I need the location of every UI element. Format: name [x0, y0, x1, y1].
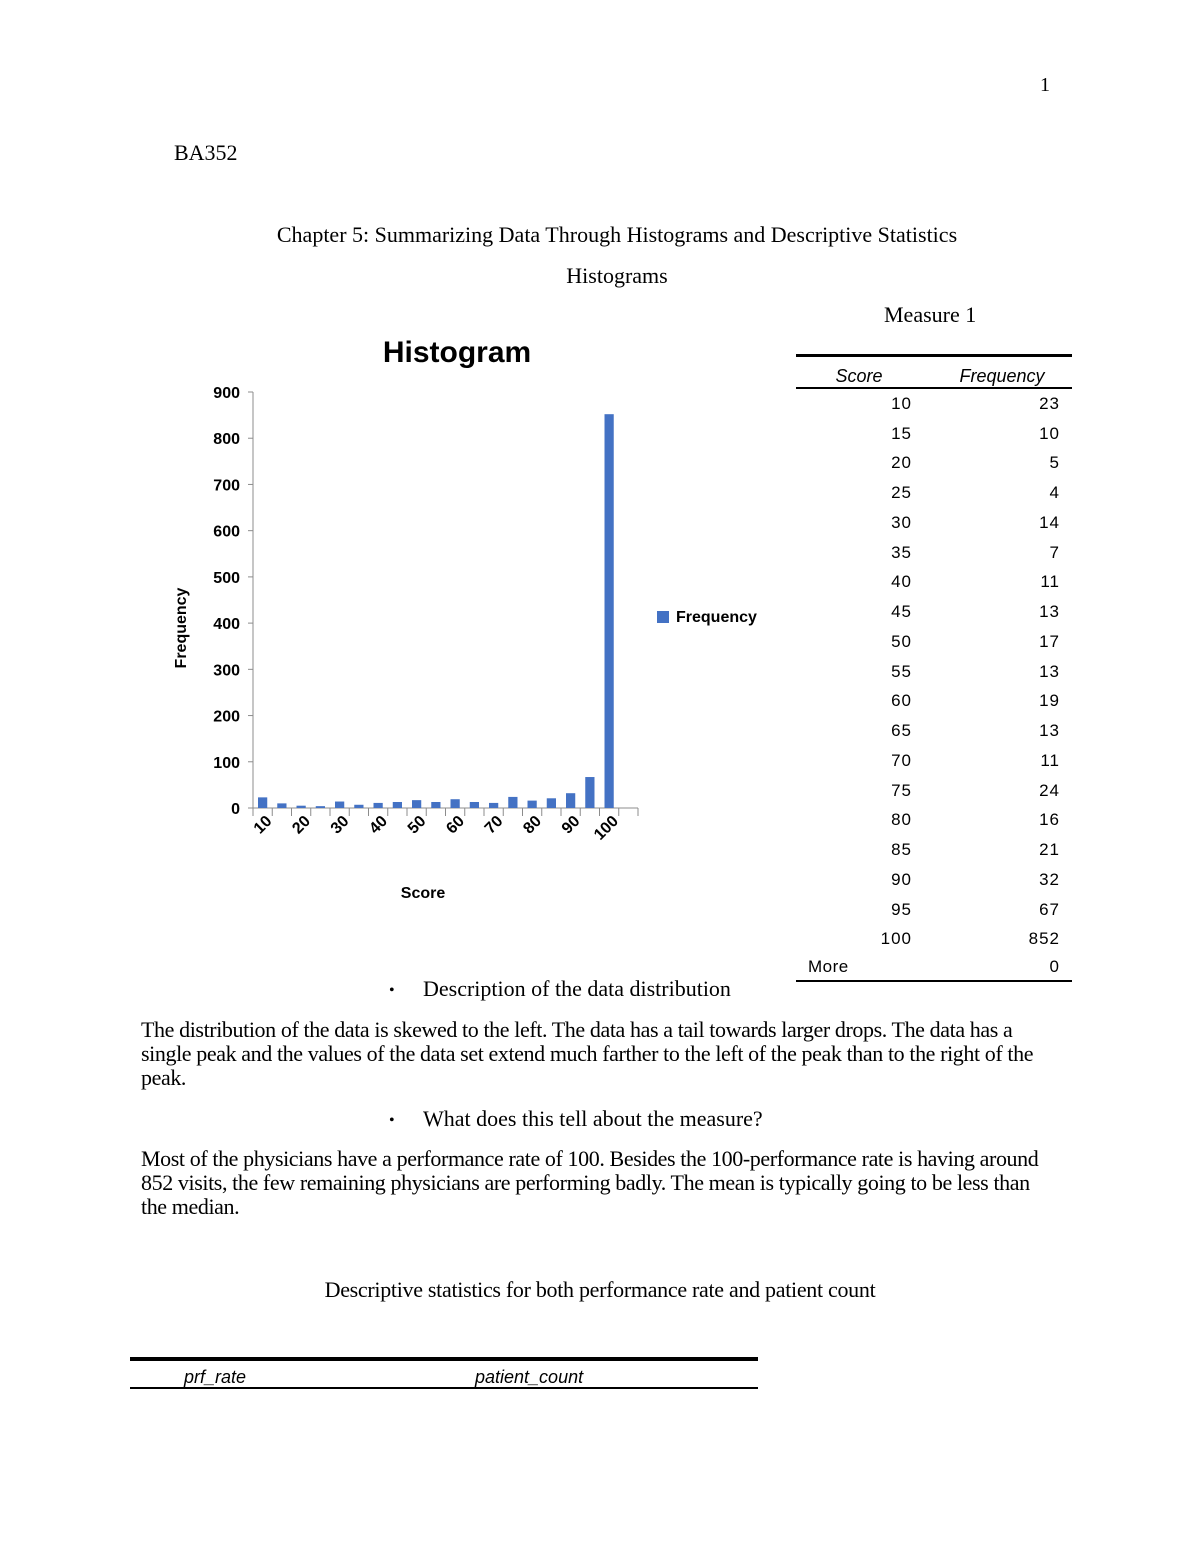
descriptive-stats-table [130, 1357, 758, 1389]
bar [566, 793, 575, 808]
table-header [796, 357, 1072, 387]
frequency-cell: 19 [1039, 691, 1060, 711]
y-tick-label: 700 [213, 477, 240, 495]
frequency-cell: 10 [1039, 423, 1060, 443]
x-tick-label: 40 [366, 812, 391, 838]
y-tick-label: 900 [213, 385, 240, 402]
table-row [796, 776, 1072, 806]
table-row-more [796, 954, 1072, 980]
frequency-cell: 32 [1039, 869, 1060, 889]
table-row [796, 687, 1072, 717]
bar [316, 806, 325, 808]
frequency-cell: 13 [1039, 721, 1060, 741]
table-row [796, 389, 1072, 419]
score-cell: 20 [891, 453, 912, 473]
bullet-dot-icon: • [389, 1112, 395, 1129]
y-tick-label: 300 [213, 662, 240, 680]
bar [393, 802, 402, 808]
bullet-text: What does this tell about the measure? [423, 1106, 763, 1131]
y-tick-label: 400 [213, 616, 240, 634]
table-row [796, 449, 1072, 479]
table-bottom-rule [796, 980, 1072, 982]
score-cell: 70 [891, 750, 912, 770]
frequency-cell: 21 [1039, 840, 1060, 860]
bar [297, 806, 306, 808]
table-row [796, 865, 1072, 895]
measure-label: Measure 1 [884, 302, 977, 327]
paragraph-measure: Most of the physicians have a performance rate of 100. Besides the 100-performance rate is having around 852 visits, the few remaining physicians are performing badly. The mean is typically going to be less than the median. [141, 1146, 1039, 1219]
score-cell: 15 [891, 423, 912, 443]
x-tick-label: 70 [481, 812, 507, 838]
table-row [796, 597, 1072, 627]
bar [335, 802, 344, 808]
bar [258, 797, 267, 808]
score-cell: 25 [891, 483, 912, 503]
y-axis [213, 385, 253, 818]
frequency-cell: 11 [1040, 572, 1060, 592]
y-tick-label: 500 [213, 569, 240, 587]
page-number: 1 [1040, 74, 1050, 96]
frequency-cell: 17 [1039, 631, 1060, 651]
frequency-cell: 5 [1049, 453, 1060, 473]
table-body [796, 389, 1072, 954]
frequency-cell: 852 [1028, 929, 1060, 949]
table-row [796, 806, 1072, 836]
y-axis-label: Frequency [173, 587, 190, 669]
chart-title: Histogram [382, 336, 532, 369]
score-cell: 80 [891, 810, 912, 830]
score-cell: 95 [891, 899, 912, 919]
bar [508, 797, 517, 808]
x-tick-label: 20 [289, 812, 314, 838]
score-cell: 35 [891, 542, 912, 562]
score-cell: 60 [891, 691, 912, 711]
bullet-text: Description of the data distribution [423, 976, 731, 1001]
table-row [796, 627, 1072, 657]
x-tick-label: 10 [250, 812, 276, 838]
score-cell: 55 [891, 661, 912, 681]
bar [451, 799, 460, 808]
table-row [796, 925, 1072, 955]
y-tick-label: 200 [213, 708, 240, 726]
table-row [796, 746, 1072, 776]
bar [528, 801, 537, 808]
table-row [796, 508, 1072, 538]
page-title: Chapter 5: Summarizing Data Through Histograms and Descriptive Statistics [276, 222, 958, 247]
score-cell: 50 [891, 631, 912, 651]
bullet-measure [389, 1106, 763, 1132]
descriptive-stats-heading: Descriptive statistics for both performance rate and patient count [324, 1277, 876, 1302]
score-cell: 90 [891, 869, 912, 889]
frequency-cell: 4 [1049, 483, 1060, 503]
x-tick-label: 100 [591, 812, 622, 844]
more-label: More [808, 957, 849, 977]
bar [412, 800, 421, 808]
bar [489, 803, 498, 808]
score-cell: 100 [880, 929, 912, 949]
frequency-cell: 7 [1049, 542, 1060, 562]
frequency-cell: 11 [1040, 750, 1060, 770]
frequency-cell: 13 [1039, 661, 1060, 681]
legend-swatch [657, 611, 669, 623]
table-row [796, 538, 1072, 568]
score-cell: 85 [891, 840, 912, 860]
x-axis [251, 808, 638, 844]
x-tick-label: 60 [443, 812, 468, 838]
bar [585, 777, 594, 808]
frequency-cell: 23 [1039, 393, 1060, 413]
legend-label: Frequency [676, 609, 757, 626]
table-row [796, 568, 1072, 598]
score-cell: 65 [891, 721, 912, 741]
score-cell: 30 [891, 512, 912, 532]
table-row [796, 835, 1072, 865]
table-row [796, 419, 1072, 449]
header-patient-count: patient_count [475, 1367, 584, 1387]
y-tick-label: 800 [213, 431, 240, 449]
table-header [130, 1361, 758, 1387]
x-tick-label: 90 [558, 812, 584, 838]
y-tick-label: 0 [231, 801, 240, 818]
score-cell: 10 [891, 393, 912, 413]
bar [605, 414, 614, 808]
table-row [796, 716, 1072, 746]
frequency-cell: 14 [1039, 512, 1060, 532]
bar [374, 803, 383, 808]
x-axis-label: Score [400, 885, 446, 902]
table-row [796, 478, 1072, 508]
frequency-cell: 13 [1039, 602, 1060, 622]
score-cell: 40 [891, 572, 912, 592]
section-title: Histograms [566, 263, 668, 288]
frequency-cell: 24 [1039, 780, 1060, 800]
bar [277, 803, 286, 808]
chart-legend [657, 609, 757, 626]
bar [431, 802, 440, 808]
frequency-cell: 67 [1039, 899, 1060, 919]
x-tick-label: 30 [327, 812, 353, 838]
x-tick-label: 80 [520, 812, 545, 838]
y-tick-label: 100 [213, 754, 240, 772]
bar [354, 805, 363, 808]
bullet-description [389, 976, 731, 1002]
table-row [796, 895, 1072, 925]
score-cell: 45 [891, 602, 912, 622]
score-cell: 75 [891, 780, 912, 800]
frequency-table [796, 354, 1072, 982]
bullet-dot-icon: • [389, 982, 395, 999]
header-score: Score [835, 366, 883, 386]
header-frequency: Frequency [959, 366, 1045, 386]
more-value: 0 [1049, 957, 1060, 977]
bar-series [258, 414, 614, 808]
bar [547, 798, 556, 808]
histogram-chart [0, 320, 790, 920]
course-code: BA352 [174, 140, 238, 165]
header-prf-rate: prf_rate [184, 1367, 247, 1387]
table-row [796, 657, 1072, 687]
bar [470, 802, 479, 808]
x-tick-label: 50 [404, 812, 430, 838]
frequency-cell: 16 [1039, 810, 1060, 830]
paragraph-distribution: The distribution of the data is skewed to the left. The data has a tail towards larger drops. The data has a single peak and the values of the data set extend much farther to the left of the peak than to the right of the peak. [141, 1017, 1034, 1090]
y-tick-label: 600 [213, 523, 240, 541]
